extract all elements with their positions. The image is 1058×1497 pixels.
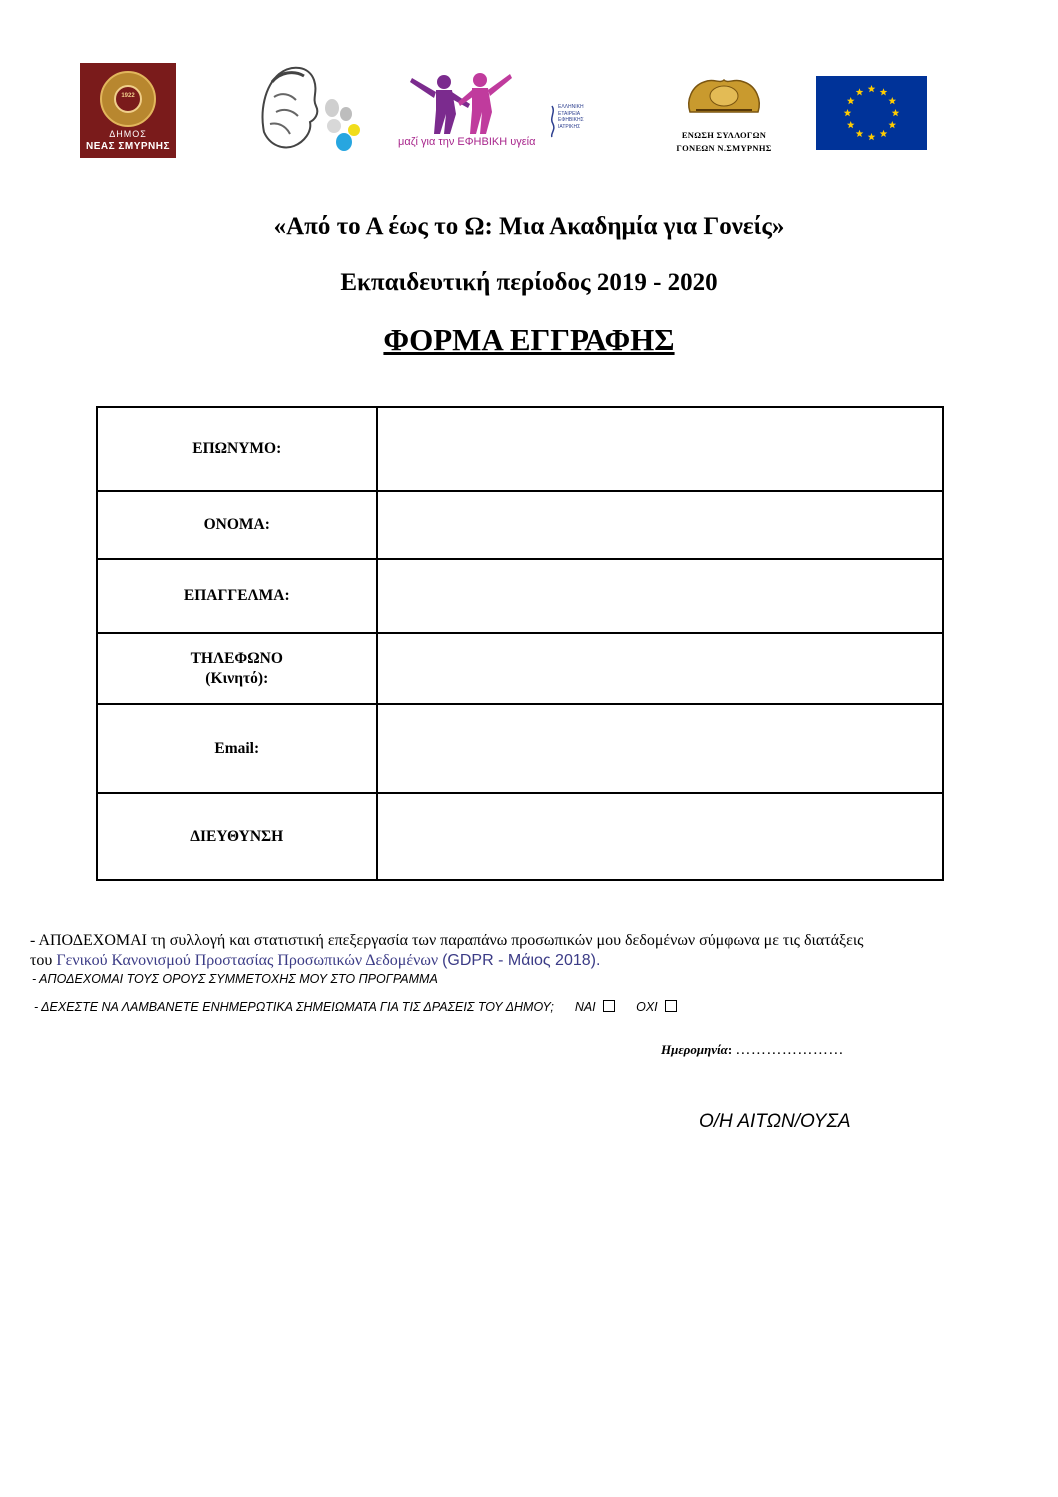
- medical-society-emblem-icon: [548, 104, 557, 138]
- eu-star-icon: [880, 88, 888, 95]
- municipality-logo-line2: ΝΕΑΣ ΣΜΥΡΝΗΣ: [85, 141, 170, 152]
- date-line: Ημερομηνία: …………………: [661, 1042, 844, 1058]
- name-field[interactable]: [377, 491, 943, 559]
- surname-field[interactable]: [377, 407, 943, 491]
- gdpr-line2-prefix: του: [30, 952, 53, 969]
- email-field[interactable]: [377, 704, 943, 793]
- name-label: ΟΝΟΜΑ:: [97, 491, 377, 559]
- phone-label-line2: (Κινητό):: [205, 669, 269, 687]
- gdpr-declaration: [30, 931, 1040, 971]
- no-checkbox[interactable]: [665, 1000, 677, 1012]
- form-row-email: [97, 704, 943, 793]
- registration-form-table: [96, 406, 944, 881]
- municipality-seal-icon: [100, 71, 156, 127]
- eu-star-icon: [880, 130, 888, 137]
- date-label: Ημερομηνία: [661, 1042, 728, 1057]
- profession-label: ΕΠΑΓΓΕΛΜΑ:: [97, 559, 377, 633]
- email-label: Email:: [97, 704, 377, 793]
- medical-society-line: ΕΛΛΗΝΙΚΗ: [558, 104, 584, 110]
- parents-union-logo: [660, 72, 788, 158]
- eu-star-icon: [856, 130, 864, 137]
- gdpr-regulation-date: (GDPR - Μάιος 2018).: [442, 952, 601, 969]
- eu-star-icon: [888, 121, 896, 128]
- phone-label: [97, 633, 377, 704]
- eu-star-icon: [856, 88, 864, 95]
- surname-label: ΕΠΩΝΥΜΟ:: [97, 407, 377, 491]
- applicant-signature-label: Ο/Η ΑΙΤΩΝ/ΟΥΣΑ: [699, 1111, 851, 1132]
- newsletter-consent: [34, 1000, 677, 1014]
- form-title: ΦΟΡΜΑ ΕΓΓΡΑΦΗΣ: [383, 322, 675, 357]
- parents-union-line1: ΕΝΩΣΗ ΣΥΛΛΟΓΩΝ: [681, 130, 767, 140]
- parents-union-emblem-icon: [684, 72, 764, 116]
- athena-head-logo-icon: [254, 62, 368, 157]
- medical-society-line: ΙΑΤΡΙΚΗΣ: [558, 123, 581, 130]
- phone-label-line1: ΤΗΛΕΦΩΝΟ: [190, 649, 283, 667]
- eu-flag-icon: [816, 76, 927, 150]
- phone-field[interactable]: [377, 633, 943, 704]
- medical-society-line: ΕΦΗΒΙΚΗΣ: [558, 117, 584, 123]
- eu-star-icon: [868, 133, 876, 140]
- municipality-logo: [80, 63, 176, 158]
- form-row-surname: [97, 407, 943, 491]
- teen-health-caption: μαζί για την ΕΦΗΒΙΚΗ υγεία: [398, 136, 536, 148]
- eu-star-icon: [847, 97, 855, 104]
- university-logo: [254, 62, 368, 157]
- address-label: ΔΙΕΥΘΥΝΣΗ: [97, 793, 377, 880]
- parents-union-line2: ΓΟΝΕΩΝ Ν.ΣΜΥΡΝΗΣ: [676, 143, 772, 153]
- form-row-profession: [97, 559, 943, 633]
- eu-star-icon: [888, 97, 896, 104]
- municipality-logo-line1: ΔΗΜΟΣ: [109, 129, 147, 139]
- eu-star-icon: [868, 85, 876, 92]
- eu-flag-logo: [816, 76, 927, 150]
- eu-star-icon: [844, 109, 852, 116]
- eu-star-icon: [892, 109, 900, 116]
- form-row-name: [97, 491, 943, 559]
- gdpr-line1: - ΑΠΟΔΕΧΟΜΑΙ τη συλλογή και στατιστική επεξεργασία των παραπάνω προσωπικών μου δεδομένων σύμφωνα με τις διατάξεις: [30, 932, 864, 949]
- yes-label: ΝΑΙ: [574, 1000, 596, 1014]
- municipality-seal-year: 1922: [121, 93, 135, 99]
- medical-society-line: ΕΤΑΙΡΕΙΑ: [558, 110, 581, 117]
- eu-star-icon: [847, 121, 855, 128]
- date-field[interactable]: …………………: [735, 1042, 844, 1058]
- form-row-address: [97, 793, 943, 880]
- terms-acceptance: - ΑΠΟΔΕΧΟΜΑΙ ΤΟΥΣ ΟΡΟΥΣ ΣΥΜΜΕΤΟΧΗΣ ΜΟΥ ΣΤΟ ΠΡΟΓΡΑΜΜΑ: [32, 972, 438, 986]
- teen-figures-icon: [398, 70, 530, 136]
- gdpr-regulation-name: Γενικού Κανονισμού Προστασίας Προσωπικών Δεδομένων: [56, 952, 439, 969]
- medical-society-logo: [548, 104, 598, 138]
- no-label: ΟΧΙ: [636, 1000, 658, 1014]
- yes-checkbox[interactable]: [603, 1000, 615, 1012]
- newsletter-question: - ΔΕΧΕΣΤΕ ΝΑ ΛΑΜΒΑΝΕΤΕ ΕΝΗΜΕΡΩΤΙΚΑ ΣΗΜΕΙΩΜΑΤΑ ΓΙΑ ΤΙΣ ΔΡΑΣΕΙΣ ΤΟΥ ΔΗΜΟΥ;: [34, 1000, 554, 1014]
- address-field[interactable]: [377, 793, 943, 880]
- program-period: Εκπαιδευτική περίοδος 2019 - 2020: [340, 269, 718, 296]
- program-title: «Από το Α έως το Ω: Μια Ακαδημία για Γονείς»: [273, 213, 785, 240]
- form-row-phone: [97, 633, 943, 704]
- profession-field[interactable]: [377, 559, 943, 633]
- teen-health-logo: [398, 70, 536, 156]
